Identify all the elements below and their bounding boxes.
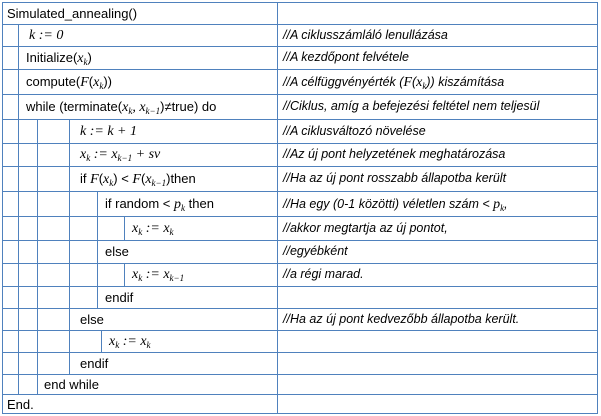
code-line: $x_k$ := $x_k$ xyxy=(109,334,151,350)
row-separator xyxy=(2,286,598,287)
comment-line: //A ciklusszámláló lenullázása xyxy=(283,28,448,42)
indent-guide xyxy=(18,24,19,394)
code-line: $compute(F(x_k))$ xyxy=(26,74,112,91)
code-line: Simulated_annealing() xyxy=(7,6,138,21)
code-line: k := k + 1 xyxy=(80,124,137,139)
border-bottom xyxy=(2,413,598,414)
code-line: else xyxy=(105,244,129,259)
comment-line: //A célfüggvényérték $(F(x_k))$ kiszámítása xyxy=(283,75,505,91)
code-line: $x_k$ := $x_{k-1}$ xyxy=(132,267,185,283)
code-line: if $F(x_k)$ < $F(x_{k-1})then$ xyxy=(80,171,196,188)
indent-guide xyxy=(69,119,70,374)
comment-line: //a régi marad. xyxy=(283,267,364,281)
comment-line: //Ha az új pont kedvezőbb állapotba került. xyxy=(283,312,520,326)
indent-guide xyxy=(101,330,102,352)
comment-line: //Ha az új pont rosszabb állapotba került xyxy=(283,171,507,185)
code-line: end while xyxy=(44,377,99,392)
comment-line: //Ciklus, amíg a befejezési feltétel nem teljesül xyxy=(283,99,540,113)
code-line: k := 0 xyxy=(29,28,64,43)
code-line: endif xyxy=(80,356,109,371)
code-text: while (terminate( xyxy=(26,99,123,114)
indent-guide xyxy=(124,263,125,286)
code-line: while ($terminate(x_k$, $x_{k-1})\ne true$) do xyxy=(26,99,217,116)
code-text: compute( xyxy=(26,74,81,89)
code-line: $Initialize(x_k)$ xyxy=(26,50,92,67)
comment-line: //egyébként xyxy=(283,244,348,258)
code-line: $x_k$ := $x_k$ xyxy=(132,221,174,237)
indent-guide xyxy=(124,216,125,240)
code-text: Initialize( xyxy=(26,50,78,65)
code-line: if random < $p_k$ then xyxy=(105,196,214,213)
comment-line: //Ha egy (0-1 közötti) véletlen szám < $p_k$, xyxy=(283,197,508,213)
comment-line: //Az új pont helyzetének meghatározása xyxy=(283,147,506,161)
row-separator xyxy=(2,330,598,331)
code-line: $x_k$ := $x_{k-1}$ + sv xyxy=(80,147,161,163)
comment-line: //A ciklusváltozó növelése xyxy=(283,124,426,138)
comment-line: //A kezdőpont felvétele xyxy=(283,50,410,64)
indent-guide xyxy=(97,191,98,308)
code-line: End. xyxy=(7,397,34,412)
indent-guide xyxy=(37,119,38,394)
code-line: else xyxy=(80,312,104,327)
comment-line: //akkor megtartja az új pontot, xyxy=(283,221,448,235)
code-line: endif xyxy=(105,290,134,305)
